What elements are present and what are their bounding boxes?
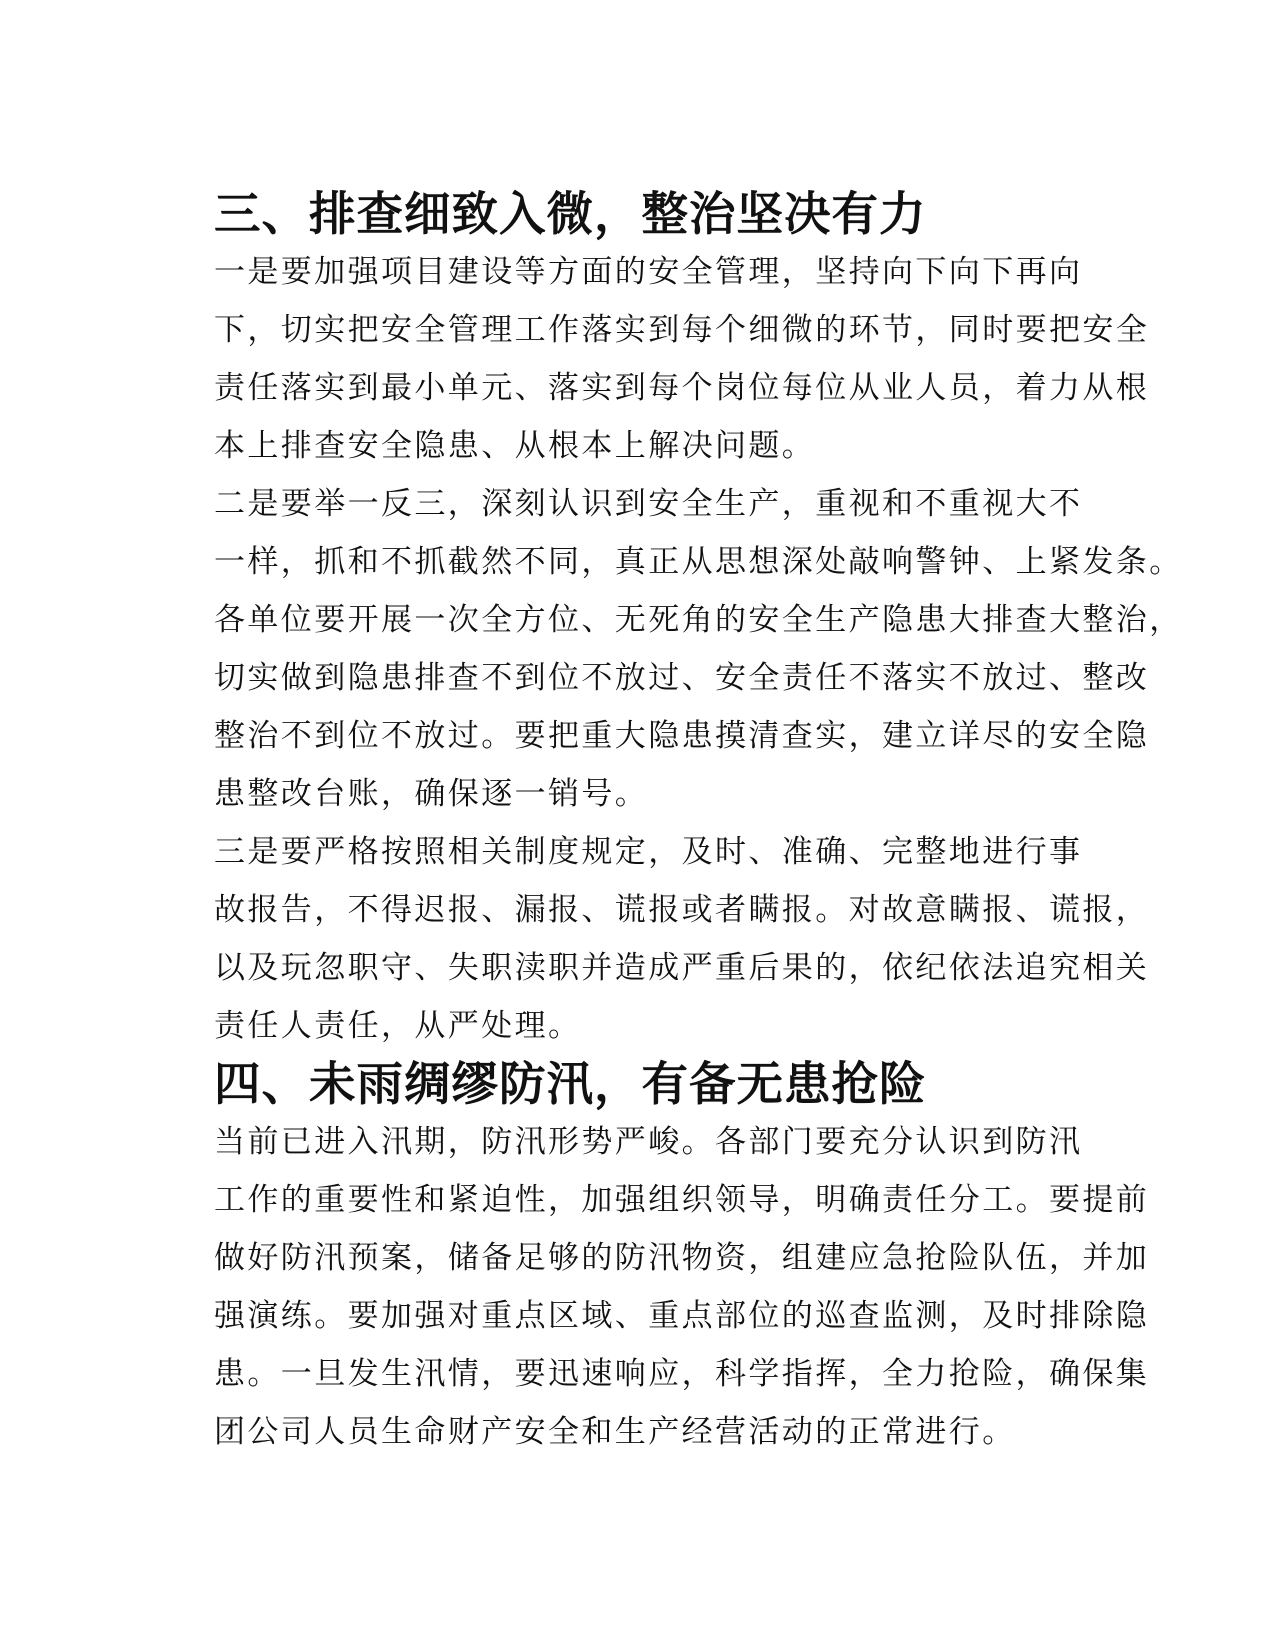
paragraph-4 (152, 1113, 1150, 1461)
document-body (152, 185, 1183, 1461)
text-line: 责任人责任，从严处理。 (214, 1008, 582, 1044)
text-line: 患。一旦发生汛情，要迅速响应，科学指挥，全力抢险，确保集 (214, 1356, 1150, 1392)
text-line: 切实做到隐患排查不到位不放过、安全责任不落实不放过、整改 (214, 660, 1150, 696)
paragraph-3 (152, 823, 1150, 1055)
text-line: 整治不到位不放过。要把重大隐患摸清查实，建立详尽的安全隐 (214, 718, 1150, 754)
text-line: 以及玩忽职守、失职渎职并造成严重后果的，依纪依法追究相关 (214, 950, 1150, 986)
text-line: 患整改台账，确保逐一销号。 (214, 776, 649, 812)
text-line: 二是要举一反三，深刻认识到安全生产，重视和不重视大不 (214, 486, 1083, 522)
section-heading-4: 四、未雨绸缪防汛，有备无患抢险 (214, 1057, 927, 1111)
text-line: 各单位要开展一次全方位、无死角的安全生产隐患大排查大整治， (214, 602, 1183, 638)
section-heading-3: 三、排查细致入微，整治坚决有力 (214, 187, 927, 241)
text-line: 强演练。要加强对重点区域、重点部位的巡查监测，及时排除隐 (214, 1298, 1150, 1334)
text-line: 当前已进入汛期，防汛形势严峻。各部门要充分认识到防汛 (214, 1124, 1083, 1160)
paragraph-2 (152, 475, 1183, 823)
text-line: 故报告，不得迟报、漏报、谎报或者瞒报。对故意瞒报、谎报， (214, 892, 1150, 928)
text-line: 三是要严格按照相关制度规定，及时、准确、完整地进行事 (214, 834, 1083, 870)
text-line: 本上排查安全隐患、从根本上解决问题。 (214, 428, 816, 464)
text-line: 做好防汛预案，储备足够的防汛物资，组建应急抢险队伍，并加 (214, 1240, 1150, 1276)
text-line: 下，切实把安全管理工作落实到每个细微的环节，同时要把安全 (214, 312, 1150, 348)
text-line: 一样，抓和不抓截然不同，真正从思想深处敲响警钟、上紧发条。 (214, 544, 1183, 580)
text-line: 工作的重要性和紧迫性，加强组织领导，明确责任分工。要提前 (214, 1182, 1150, 1218)
text-line: 团公司人员生命财产安全和生产经营活动的正常进行。 (214, 1414, 1016, 1450)
paragraph-1 (152, 243, 1150, 475)
text-line: 一是要加强项目建设等方面的安全管理，坚持向下向下再向 (214, 254, 1083, 290)
text-line: 责任落实到最小单元、落实到每个岗位每位从业人员，着力从根 (214, 370, 1150, 406)
